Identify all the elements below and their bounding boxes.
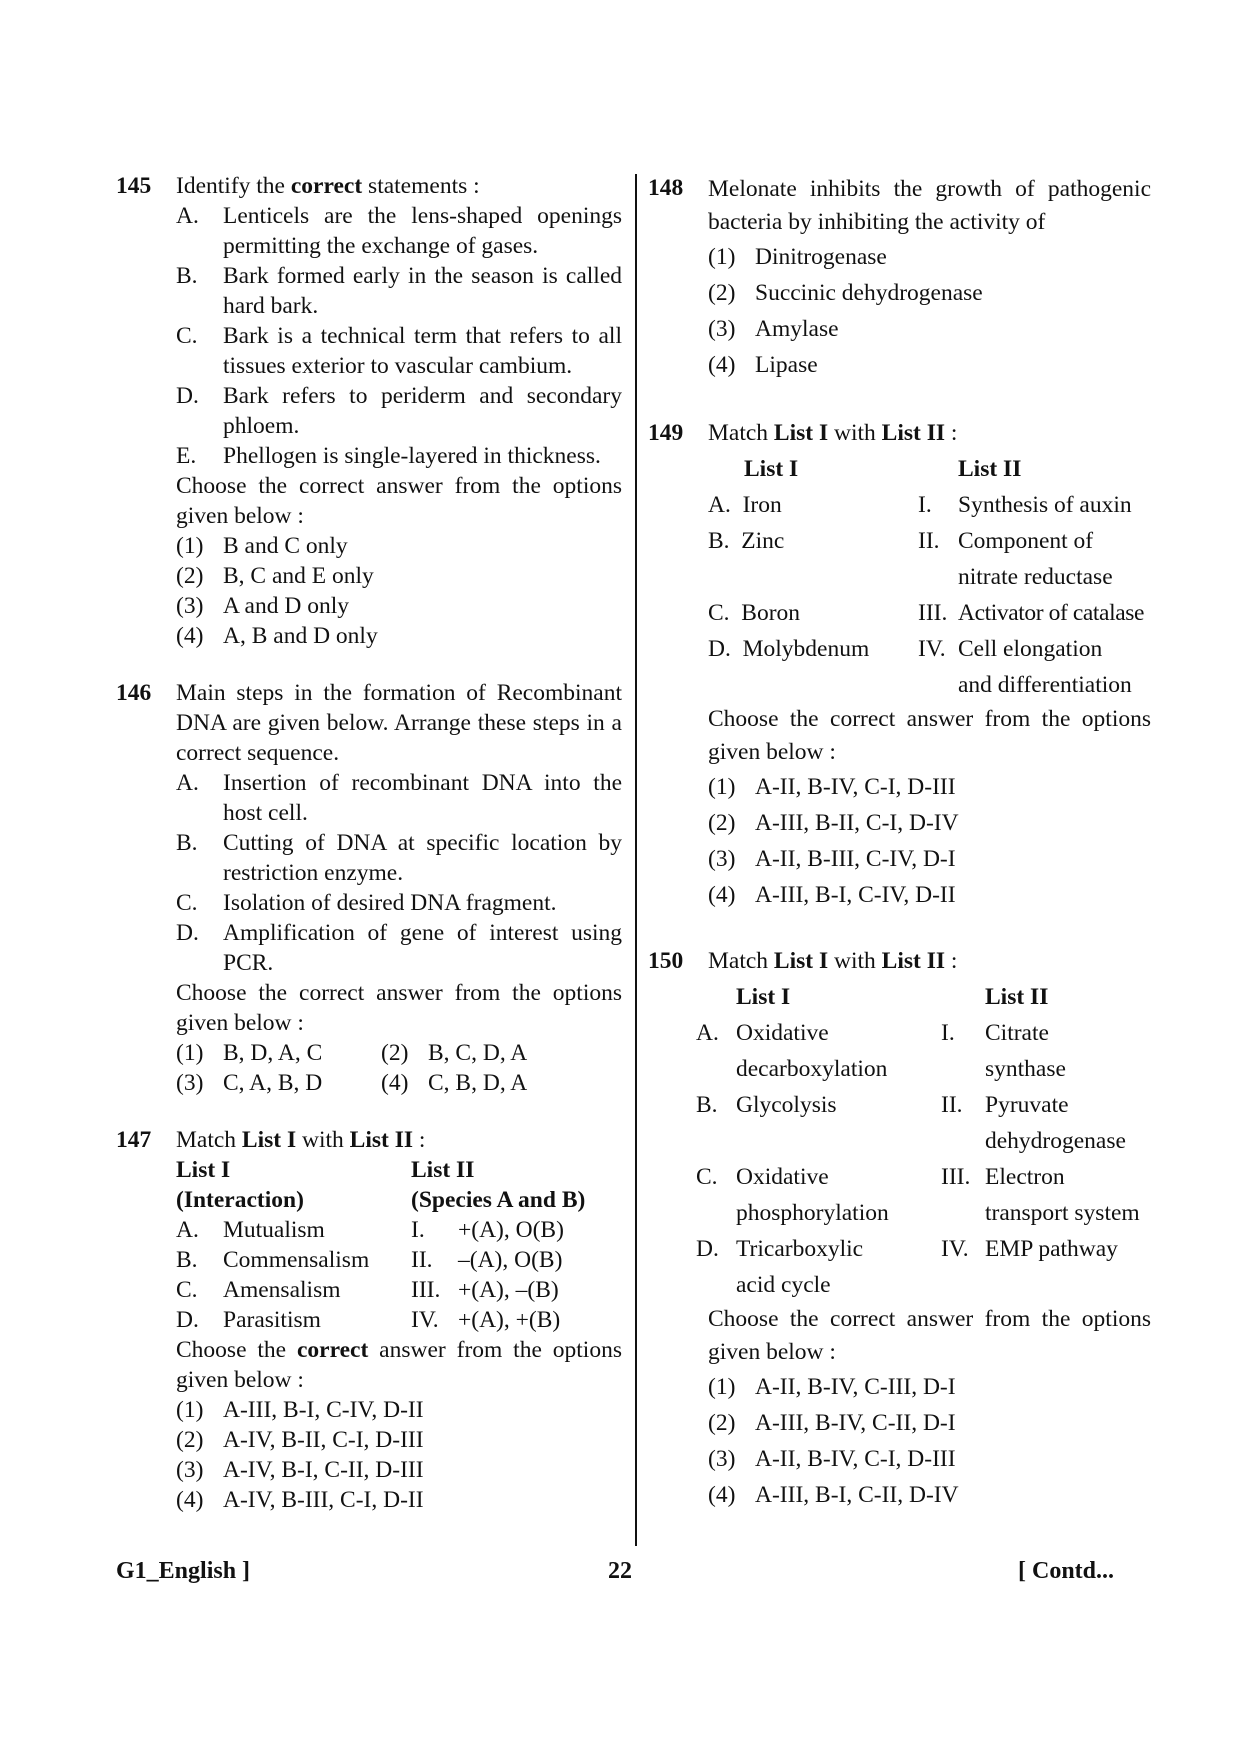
list-item: D. Parasitism [176, 1307, 321, 1333]
question-148 [648, 173, 1151, 383]
step-item: C. Isolation of desired DNA fragment. [176, 890, 557, 916]
list-header: List II [958, 456, 1022, 482]
list-header: List II [411, 1157, 475, 1183]
choose-instruction: Choose the correct answer from the options given below : [708, 1306, 1151, 1365]
answer-option[interactable]: (4) A-IV, B-III, C-I, D-II [176, 1487, 424, 1513]
list-item: B. Zinc [708, 528, 785, 554]
list-item: Synthesis of auxin [958, 492, 1132, 518]
answer-option[interactable]: (4) A, B and D only [176, 623, 378, 649]
match-table: List I List II A. Oxidative decarboxylation I. Citrate synthase B. Glycolysis II. Pyruvate dehydrogenase C. Oxidative phosphorylation III. Electron transport system D. Tricarboxylic acid cycle IV. EMP pathway [696, 979, 1151, 1303]
question-stem: Melonate inhibits the growth of pathogenic bacteria by inhibiting the activity of [708, 176, 1151, 235]
answer-option[interactable]: (2) Succinic dehydrogenase [708, 280, 983, 306]
list-item: A. Mutualism [176, 1217, 325, 1243]
list-item: Activator of catalase [958, 600, 1145, 626]
list-item: D. Molybdenum [708, 636, 870, 662]
footer-paper-code: G1_English ] [116, 1558, 251, 1584]
answer-option[interactable]: (2) B, C and E only [176, 563, 374, 589]
answer-option[interactable]: (3) A-II, B-IV, C-I, D-III [708, 1446, 956, 1472]
question-stem: Match List I with List II : [176, 1127, 426, 1153]
footer-page-number: 22 [608, 1558, 632, 1584]
list-item: Electron transport system [985, 1164, 1140, 1226]
question-149 [648, 415, 1151, 913]
list-item: I. +(A), O(B) [411, 1217, 564, 1243]
answer-option[interactable]: (2) A-III, B-II, C-I, D-IV [708, 810, 959, 836]
statement-item: A. Lenticels are the lens-shaped openings permitting the exchange of gases. [176, 203, 622, 259]
list-item: EMP pathway [985, 1236, 1118, 1262]
column-divider [635, 174, 637, 1546]
question-stem: Match List I with List II : [708, 948, 958, 974]
question-stem: Identify the correct statements : [176, 173, 480, 199]
answer-option[interactable]: (1) A-III, B-I, C-IV, D-II [176, 1397, 424, 1423]
question-number: 145 [116, 173, 152, 199]
statement-item: E. Phellogen is single-layered in thickness. [176, 443, 601, 469]
statement-item: D. Bark refers to periderm and secondary phloem. [176, 383, 622, 439]
question-146 [116, 678, 622, 1098]
list-item: Oxidative decarboxylation [736, 1020, 888, 1082]
question-number: 149 [648, 420, 684, 446]
statement-item: B. Bark formed early in the season is called hard bark. [176, 263, 622, 319]
answer-option[interactable]: (4) Lipase [708, 352, 818, 378]
answer-option[interactable]: (2) A-IV, B-II, C-I, D-III [176, 1427, 424, 1453]
step-item: D. Amplification of gene of interest using PCR. [176, 920, 622, 976]
list-item: A. Iron [708, 492, 782, 518]
list-item: II. –(A), O(B) [411, 1247, 563, 1273]
choose-instruction: Choose the correct answer from the options given below : [176, 980, 622, 1036]
choose-instruction: Choose the correct answer from the options given below : [176, 1337, 622, 1393]
question-stem: Match List I with List II : [708, 420, 958, 446]
answer-option[interactable]: (3) C, A, B, D [176, 1070, 323, 1096]
question-stem: Main steps in the formation of Recombinant DNA are given below. Arrange these steps in a correct sequence. [176, 680, 622, 766]
list-item: Pyruvate dehydrogenase [985, 1092, 1126, 1154]
answer-option[interactable]: (1) Dinitrogenase [708, 244, 887, 270]
answer-option[interactable]: (3) Amylase [708, 316, 839, 342]
question-number: 150 [648, 948, 684, 974]
question-number: 147 [116, 1127, 152, 1153]
question-number: 148 [648, 175, 684, 201]
question-147 [116, 1125, 622, 1515]
answer-option[interactable]: (3) A-II, B-III, C-IV, D-I [708, 846, 956, 872]
step-item: A. Insertion of recombinant DNA into the host cell. [176, 770, 622, 826]
answer-option[interactable]: (4) A-III, B-I, C-II, D-IV [708, 1482, 959, 1508]
list-item: Component of nitrate reductase [958, 528, 1113, 590]
answer-option[interactable]: (1) A-II, B-IV, C-I, D-III [708, 774, 956, 800]
list-item: III. +(A), –(B) [411, 1277, 559, 1303]
choose-instruction: Choose the correct answer from the options given below : [176, 473, 622, 529]
list-item: C. Amensalism [176, 1277, 341, 1303]
choose-instruction: Choose the correct answer from the options given below : [708, 706, 1151, 765]
match-table: List I List II A. Iron I. Synthesis of auxin B. Zinc II. Component of nitrate reductase C. Boron III. Activator of catalase D. Molybdenum IV. Cell elongation and differentiation [708, 451, 1151, 703]
list-item: C. Boron [708, 600, 801, 626]
right-column [648, 173, 1151, 1513]
statement-item: C. Bark is a technical term that refers to all tissues exterior to vascular cambium. [176, 323, 622, 379]
list-header: List II [985, 984, 1049, 1010]
list-header: List I [736, 984, 791, 1010]
list-header: List I [744, 456, 799, 482]
list-item: Oxidative phosphorylation [736, 1164, 889, 1226]
answer-option[interactable]: (3) A and D only [176, 593, 349, 619]
answer-option[interactable]: (1) A-II, B-IV, C-III, D-I [708, 1374, 956, 1400]
match-table [176, 1155, 622, 1335]
answer-option[interactable]: (2) B, C, D, A [381, 1040, 528, 1066]
list-header: List I [176, 1157, 231, 1183]
list-item: IV. +(A), +(B) [411, 1307, 561, 1333]
question-145 [116, 171, 622, 651]
left-column [116, 171, 622, 1515]
list-subheader: (Interaction) [176, 1187, 304, 1213]
list-item: Cell elongation and differentiation [958, 636, 1132, 698]
answer-option[interactable]: (4) A-III, B-I, C-IV, D-II [708, 882, 956, 908]
options-grid [176, 1038, 622, 1098]
step-item: B. Cutting of DNA at specific location by restriction enzyme. [176, 830, 622, 886]
list-item: B. Commensalism [176, 1247, 370, 1273]
list-subheader: (Species A and B) [411, 1187, 586, 1213]
question-number: 146 [116, 680, 152, 706]
footer-continued: [ Contd... [1018, 1558, 1115, 1584]
answer-option[interactable]: (1) B and C only [176, 533, 348, 559]
list-item: Citrate synthase [985, 1020, 1066, 1082]
answer-option[interactable]: (4) C, B, D, A [381, 1070, 528, 1096]
list-item: Glycolysis [736, 1092, 837, 1118]
answer-option[interactable]: (1) B, D, A, C [176, 1040, 323, 1066]
answer-option[interactable]: (3) A-IV, B-I, C-II, D-III [176, 1457, 424, 1483]
list-item: Tricarboxylic acid cycle [736, 1236, 864, 1298]
question-150 [648, 943, 1151, 1513]
answer-option[interactable]: (2) A-III, B-IV, C-II, D-I [708, 1410, 956, 1436]
